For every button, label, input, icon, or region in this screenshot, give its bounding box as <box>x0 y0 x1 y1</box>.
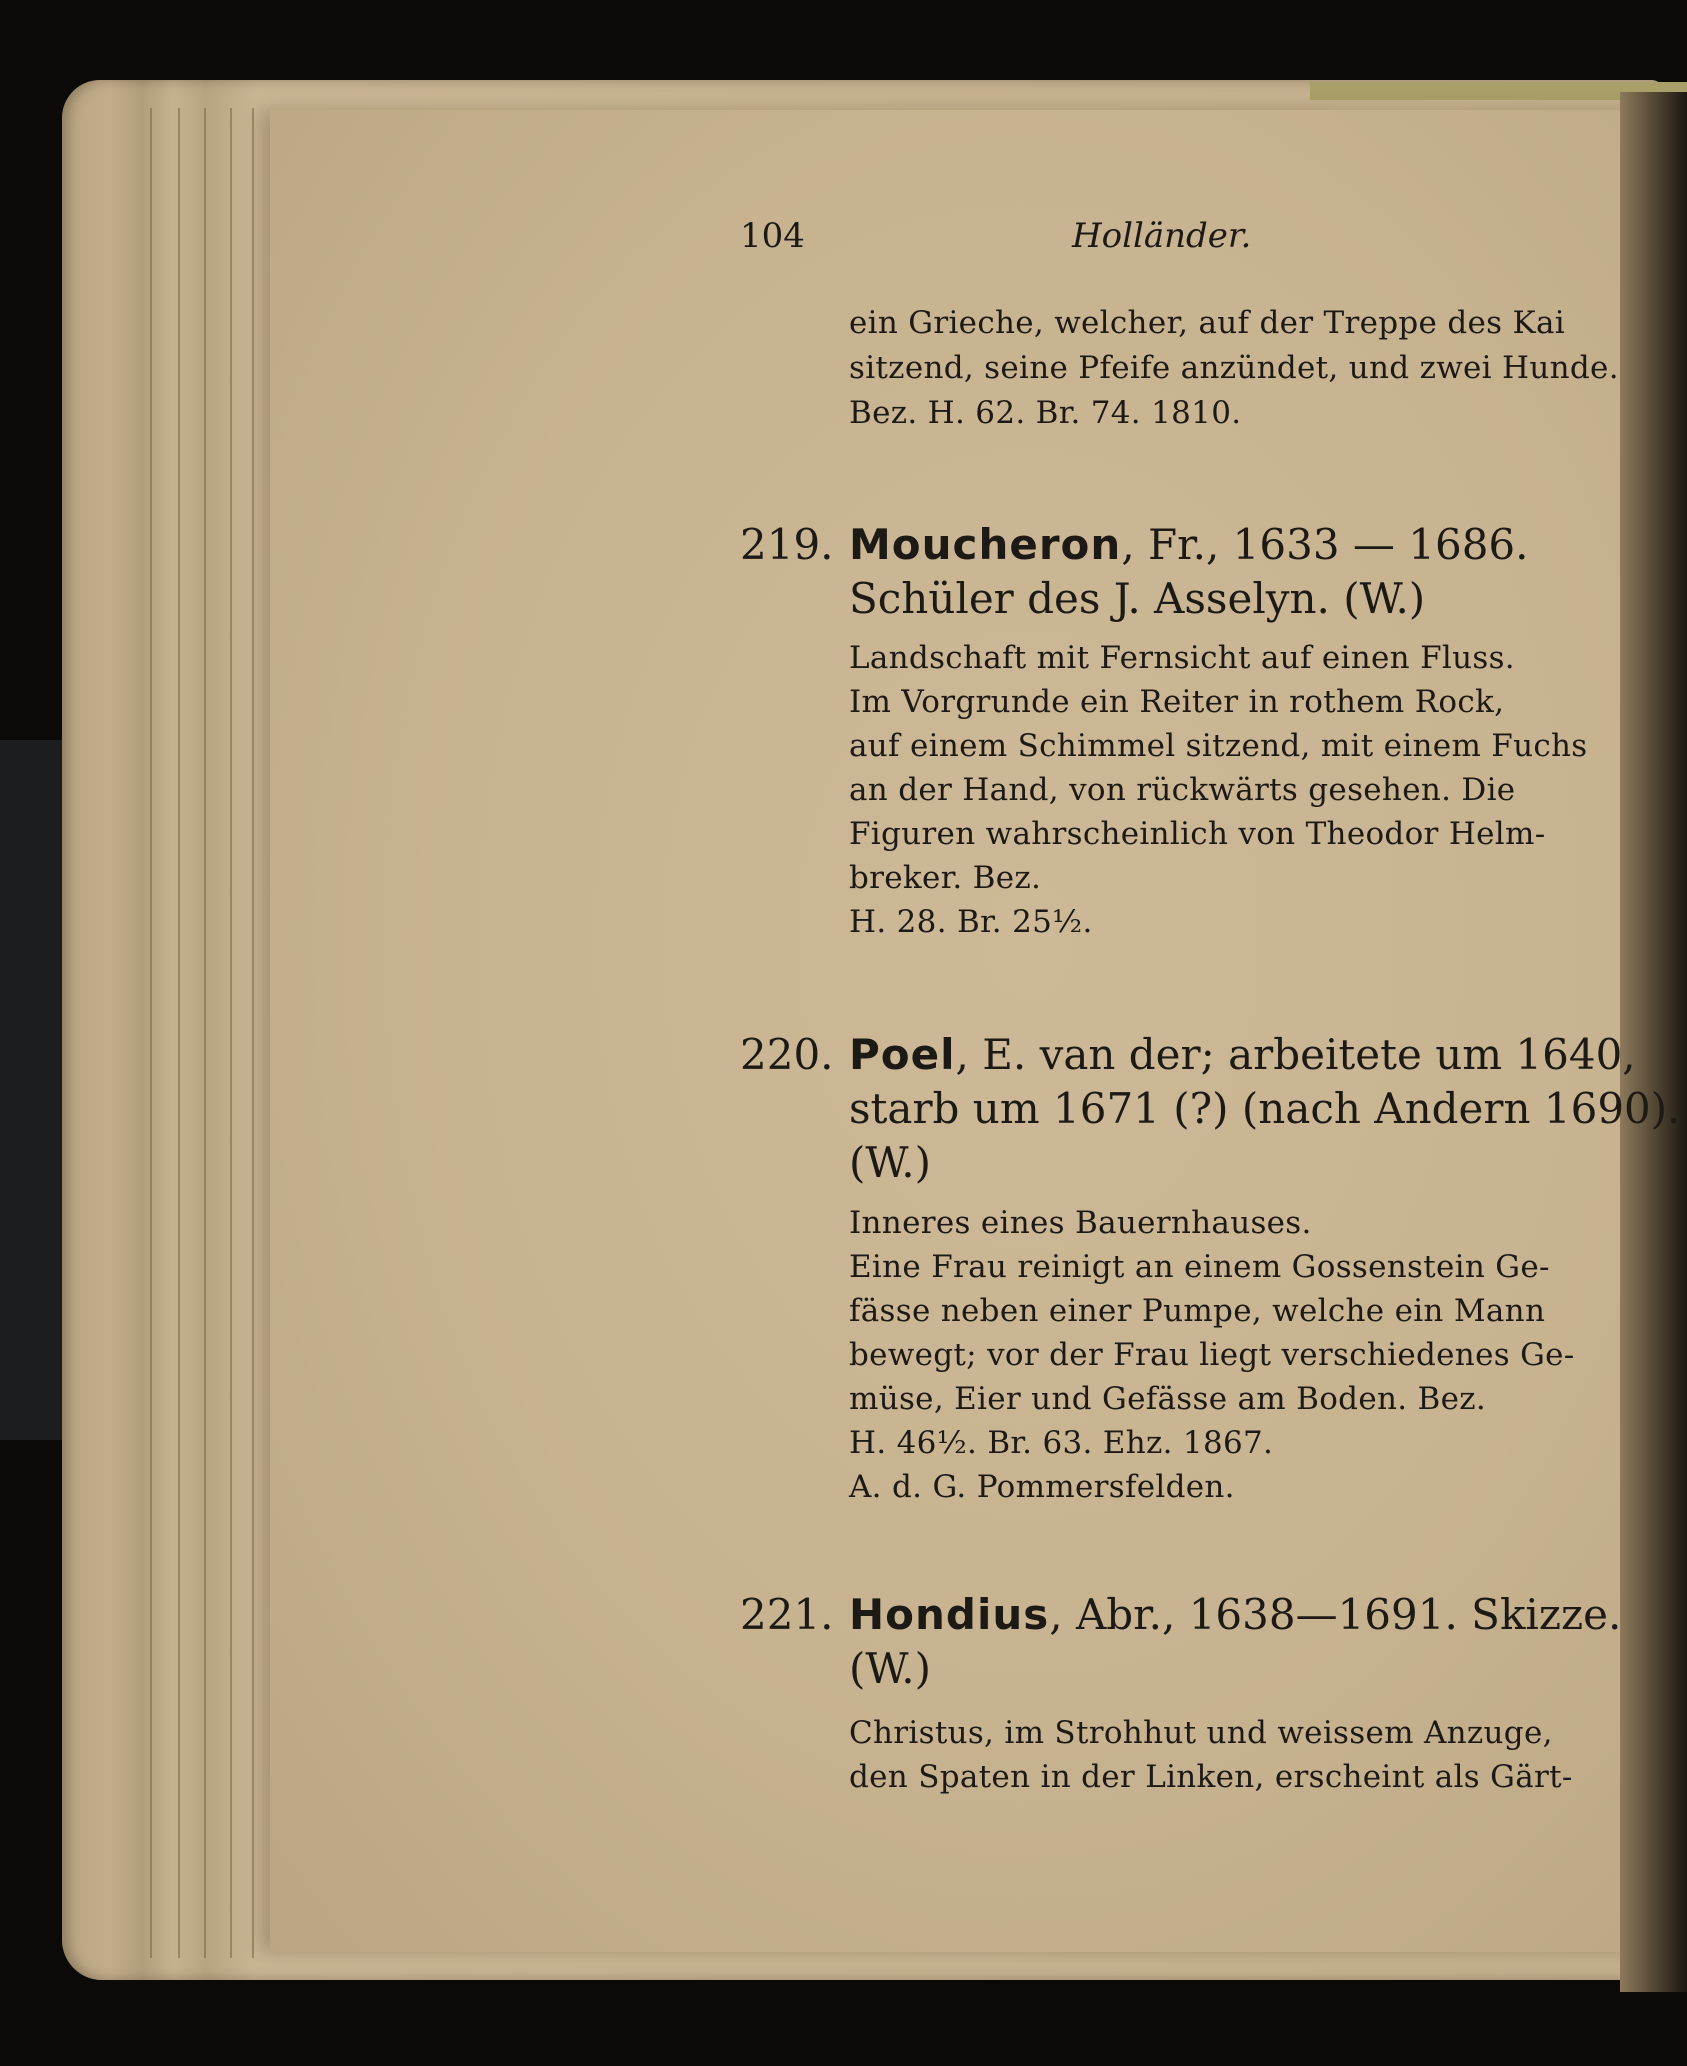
artist-name: Moucheron <box>849 520 1122 569</box>
text-line: ein Grieche, welcher, auf der Treppe des Kai <box>849 305 1565 341</box>
text-line: Eine Frau reinigt an einem Gossenstein Ge- <box>849 1249 1550 1285</box>
page-edge <box>230 108 232 1958</box>
text-line: an der Hand, von rückwärts gesehen. Die <box>849 772 1516 808</box>
text-line: Landschaft mit Fernsicht auf einen Fluss. <box>849 640 1515 676</box>
text-line: breker. Bez. <box>849 860 1042 896</box>
entry-heading <box>849 520 1529 569</box>
text-line: Christus, im Strohhut und weissem Anzuge, <box>849 1715 1553 1751</box>
text-line: müse, Eier und Gefässe am Boden. Bez. <box>849 1381 1487 1417</box>
text-line: Figuren wahrscheinlich von Theodor Helm- <box>849 816 1546 852</box>
heading-line: Schüler des J. Asselyn. (W.) <box>849 574 1426 623</box>
entry-heading <box>849 1590 1621 1639</box>
text-line: Im Vorgrunde ein Reiter in rothem Rock, <box>849 684 1505 720</box>
heading-rest: , Abr., 1638—1691. Skizze. <box>1049 1590 1622 1639</box>
entry-number: 220. <box>740 1030 834 1079</box>
text-line: bewegt; vor der Frau liegt verschiedenes Ge- <box>849 1337 1575 1373</box>
text-line: A. d. G. Pommersfelden. <box>849 1469 1235 1505</box>
text-line: den Spaten in der Linken, erscheint als Gärt- <box>849 1759 1573 1795</box>
heading-rest: , Fr., 1633 — 1686. <box>1121 520 1529 569</box>
heading-line: (W.) <box>849 1644 931 1693</box>
text-line: sitzend, seine Pfeife anzündet, und zwei Hunde. <box>849 350 1619 386</box>
page-edge <box>178 108 180 1958</box>
text-line: fässe neben einer Pumpe, welche ein Mann <box>849 1293 1546 1329</box>
heading-rest: , E. van der; arbeitete um 1640, <box>955 1030 1636 1079</box>
heading-line: (W.) <box>849 1138 931 1187</box>
page-edge <box>204 108 206 1958</box>
text-line: Inneres eines Bauernhauses. <box>849 1205 1312 1241</box>
text-line: H. 28. Br. 25½. <box>849 904 1093 940</box>
entry-number: 221. <box>740 1590 834 1639</box>
artist-name: Hondius <box>849 1590 1050 1639</box>
page-number: 104 <box>740 216 805 256</box>
entry-number: 219. <box>740 520 834 569</box>
text-line: Bez. H. 62. Br. 74. 1810. <box>849 395 1242 431</box>
artist-name: Poel <box>849 1030 956 1079</box>
page-edge <box>252 108 254 1958</box>
text-line: H. 46½. Br. 63. Ehz. 1867. <box>849 1425 1274 1461</box>
text-line: auf einem Schimmel sitzend, mit einem Fuchs <box>849 728 1588 764</box>
page-edge <box>150 108 152 1958</box>
running-title: Holländer. <box>1072 216 1252 256</box>
heading-line: starb um 1671 (?) (nach Andern 1690). <box>849 1084 1681 1133</box>
entry-heading <box>849 1030 1636 1079</box>
